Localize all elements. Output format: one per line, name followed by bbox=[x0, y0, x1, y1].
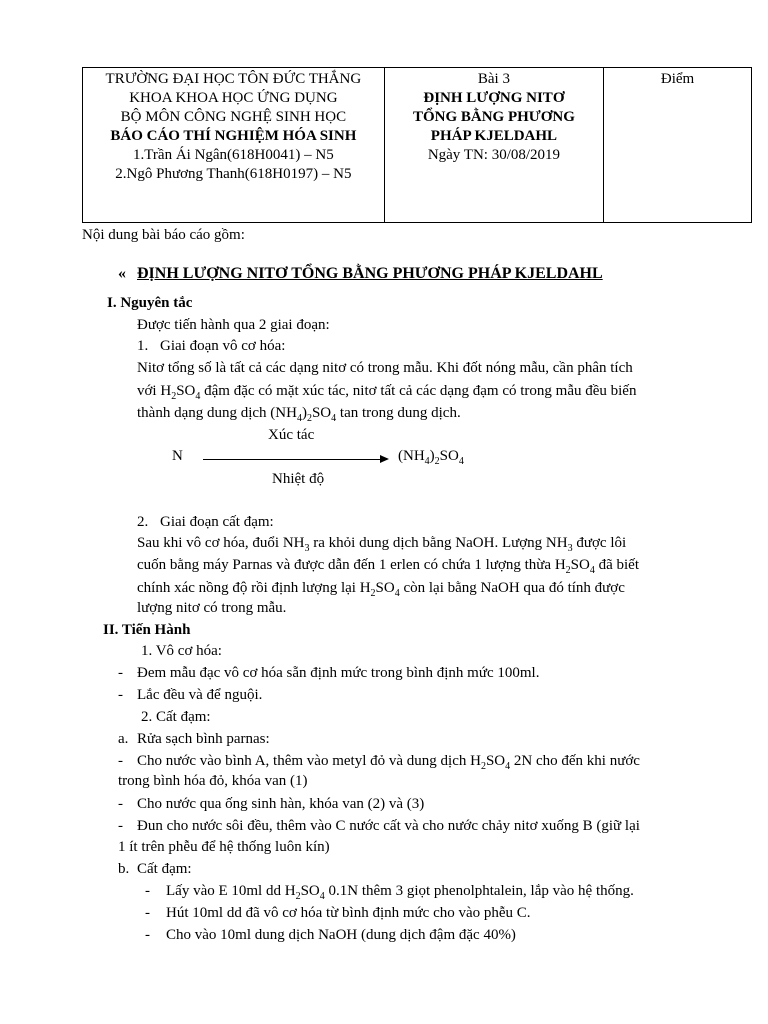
s2-line-6: Cho nước vào bình A, thêm vào metyl đỏ và dung dịch $H_2SO_4$ 2N cho đến khi nước bbox=[137, 753, 640, 772]
student-1: 1.Trần Ái Ngân(618H0041) – N5 bbox=[133, 147, 334, 163]
s2-dash-1: - bbox=[118, 665, 123, 681]
section-1-heading: I. Nguyên tắc bbox=[107, 295, 193, 311]
report-title: BÁO CÁO THÍ NGHIỆM HÓA SINH bbox=[110, 128, 357, 144]
header-lesson-cell bbox=[384, 68, 603, 223]
s2-letter-b: b. bbox=[118, 861, 130, 877]
school-name: TRƯỜNG ĐẠI HỌC TÔN ĐỨC THẮNG bbox=[105, 71, 362, 87]
main-title: ĐỊNH LƯỢNG NITƠ TỔNG BẰNG PHƯƠNG PHÁP KJELDAHL bbox=[137, 265, 603, 282]
s1-p1-line-c: thành dạng dung dịch $(NH_4)_2SO_4$ tan trong dung dịch. bbox=[137, 405, 461, 424]
lesson-number: Bài 3 bbox=[477, 71, 510, 87]
lesson-title-line-3: PHÁP KJELDAHL bbox=[430, 128, 558, 144]
s2-line-11: Hút 10ml dd đã vô cơ hóa từ bình định mức cho vào phễu C. bbox=[166, 905, 531, 921]
s2-item-2: 2. Cất đạm: bbox=[141, 709, 211, 725]
header-school-cell bbox=[83, 68, 385, 223]
title-bullet: « bbox=[118, 265, 126, 282]
s2-dash-3: - bbox=[118, 753, 123, 769]
s2-dash-8: - bbox=[145, 927, 150, 943]
s2-line-10: Lấy vào E 10ml dd $H_2SO_4$ 0.1N thêm 3 giọt phenolphtalein, lắp vào hệ thống. bbox=[166, 883, 634, 902]
s2-dash-6: - bbox=[145, 883, 150, 899]
faculty-name: KHOA KHOA HỌC ỨNG DỤNG bbox=[129, 90, 338, 106]
s1-step2-number: 2. bbox=[137, 514, 149, 530]
s1-p2-line-d: lượng nitơ có trong mẫu. bbox=[137, 600, 287, 616]
reaction-product: $(NH_4)_2SO_4$ bbox=[398, 448, 464, 467]
section-2-heading: II. Tiến Hành bbox=[103, 622, 191, 638]
s2-letter-a: a. bbox=[118, 731, 129, 747]
header-score-cell bbox=[604, 68, 752, 223]
score-label: Điểm bbox=[660, 71, 695, 87]
s1-p2-line-a: Sau khi vô cơ hóa, đuổi $NH_3$ ra khỏi dung dịch bằng NaOH. Lượng $NH_3$ được lôi bbox=[137, 535, 627, 554]
reaction-reactant: N bbox=[172, 448, 183, 464]
s2-line-8b: 1 ít trên phễu để hệ thống luôn kín) bbox=[118, 839, 330, 855]
s1-p2-line-c: chính xác nồng độ rồi định lượng lại $H_2SO_4$ còn lại bằng NaOH qua đó tính được bbox=[137, 580, 625, 599]
reaction-arrow bbox=[203, 459, 386, 460]
lesson-title-line-2: TỔNG BẰNG PHƯƠNG bbox=[412, 109, 575, 125]
s1-p2-line-b: cuốn bằng máy Parnas và được dẫn đến 1 erlen có chứa 1 lượng thừa $H_2SO_4$ đã biết bbox=[137, 557, 640, 576]
student-2: 2.Ngô Phương Thanh(618H0197) – N5 bbox=[115, 166, 352, 182]
s1-p1-line-a: Nitơ tổng số là tất cả các dạng nitơ có trong mẫu. Khi đốt nóng mẫu, cần phân tích bbox=[137, 360, 633, 376]
s2-item-1: 1. Vô cơ hóa: bbox=[141, 643, 222, 659]
s1-step1-number: 1. bbox=[137, 338, 149, 354]
s2-line-8a: Đun cho nước sôi đều, thêm vào C nước cất và cho nước chảy nitơ xuống B (giữ lại bbox=[137, 818, 640, 834]
s2-dash-4: - bbox=[118, 796, 123, 812]
s1-p1-line-b: với $H_2SO_4$ đậm đặc có mặt xúc tác, nitơ tất cả các dạng đạm có trong mẫu đều biến bbox=[137, 383, 637, 402]
experiment-date: Ngày TN: 30/08/2019 bbox=[427, 147, 561, 163]
s2-line-6b: trong bình hóa đỏ, khóa van (1) bbox=[118, 773, 308, 789]
s2-dash-2: - bbox=[118, 687, 123, 703]
s2-line-12: Cho vào 10ml dung dịch NaOH (dung dịch đậm đặc 40%) bbox=[166, 927, 516, 943]
header-table bbox=[82, 67, 752, 223]
lesson-title-line-1: ĐỊNH LƯỢNG NITƠ bbox=[423, 90, 565, 106]
s1-step1-title: Giai đoạn vô cơ hóa: bbox=[160, 338, 286, 354]
intro-text: Nội dung bài báo cáo gồm: bbox=[82, 227, 245, 243]
s2-line-5: Rửa sạch bình parnas: bbox=[137, 731, 270, 747]
reaction-arrowhead bbox=[380, 455, 389, 463]
s2-dash-7: - bbox=[145, 905, 150, 921]
s1-step2-title: Giai đoạn cất đạm: bbox=[160, 514, 274, 530]
department-name: BỘ MÔN CÔNG NGHỆ SINH HỌC bbox=[120, 109, 347, 125]
s2-line-7: Cho nước qua ống sinh hàn, khóa van (2) và (3) bbox=[137, 796, 425, 812]
s2-line-3: Lắc đều và để nguội. bbox=[137, 687, 263, 703]
s2-line-9: Cất đạm: bbox=[137, 861, 192, 877]
s2-line-2: Đem mẫu đạc vô cơ hóa sẵn định mức trong bình định mức 100ml. bbox=[137, 665, 540, 681]
s2-dash-5: - bbox=[118, 818, 123, 834]
s1-intro: Được tiến hành qua 2 giai đoạn: bbox=[137, 317, 330, 333]
reaction-catalyst: Xúc tác bbox=[268, 427, 315, 443]
reaction-condition: Nhiệt độ bbox=[272, 471, 325, 487]
